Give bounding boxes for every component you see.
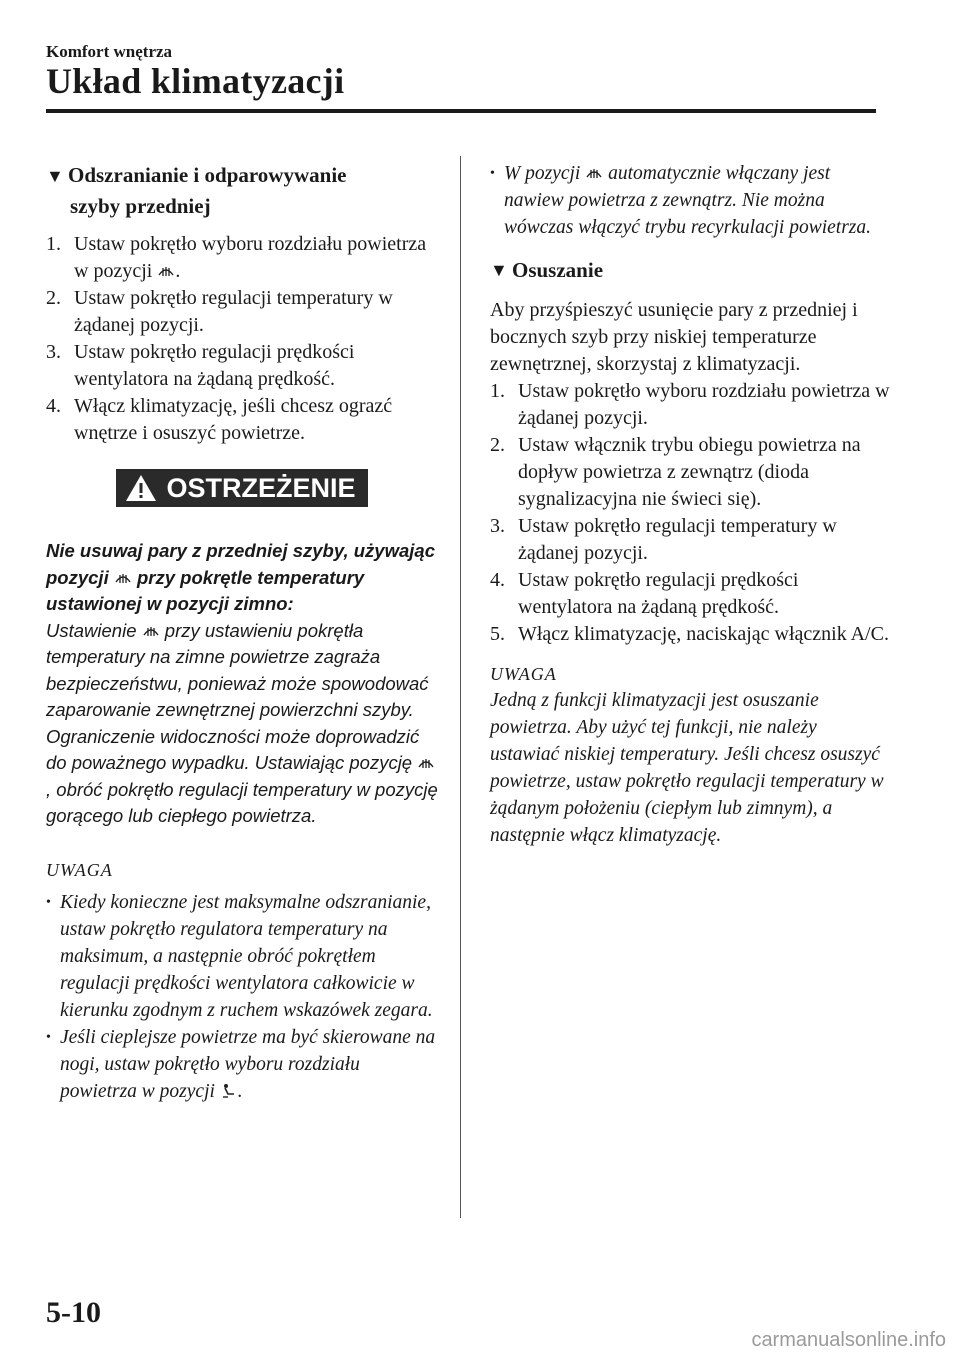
list-item: 2. Ustaw włącznik trybu obiegu powietrza na dopływ powietrza z zewnątrz (dioda sygnalizacyjna nie świeci się). [490, 434, 861, 510]
list-item: 4. Ustaw pokrętło regulacji prędkości wentylatora na żądaną prędkość. [490, 569, 799, 618]
dehumidify-heading: ▼ Osuszanie [490, 255, 890, 285]
defrost-steps [46, 231, 438, 447]
note-label: UWAGA [46, 859, 113, 880]
section-marker-icon: ▼ [490, 260, 508, 280]
note-text: Jedną z funkcji klimatyzacji jest osuszanie powietrza. Aby użyć tej funkcji, nie należy ustawiać niskiej temperatury. Jeśli chcesz osuszyć powietrze, ustaw pokrętło regulacji temperatury w żądanym położeniu (ciepłym lub zimnym), a następnie włącz klimatyzację. [490, 690, 884, 846]
list-item: 1. Ustaw pokrętło wyboru rozdziału powietrza w pozycji . [46, 233, 427, 282]
defrost-heading: ▼ Odszranianie i odparowywanie szyby przedniej [46, 163, 347, 218]
warning-triangle-icon [124, 473, 158, 503]
section-marker-icon: ▼ [46, 166, 64, 186]
dehumidify-steps [490, 378, 890, 648]
warning-body: Ustawienie przy ustawieniu pokrętła temperatury na zimne powietrze zagraża bezpieczeństwu, ponieważ może spowodować zaparowanie zewnętrznej powierzchni szyby. Ograniczenie widoczności może doprowadzić do poważnego wypadku. Ustawiając pozycję , obróć pokrętło regulacji temperatury w pozycję gorącego lub ciepłego powietrza. [46, 619, 438, 826]
windshield-defrost-icon [142, 623, 160, 639]
windshield-defrost-icon [114, 570, 132, 586]
list-item: 5. Włącz klimatyzację, naciskając włącznik A/C. [490, 623, 889, 645]
watermark: carmanualsonline.info [751, 1329, 946, 1351]
column-divider [460, 156, 461, 1218]
section-kicker: Komfort wnętrza [46, 42, 173, 61]
list-item: 3. Ustaw pokrętło regulacji temperatury w żądanej pozycji. [490, 515, 837, 564]
windshield-defrost-icon [157, 263, 175, 279]
right-column [490, 160, 890, 849]
warning-heading: Nie usuwaj pary z przedniej szyby, używając pozycji przy pokrętle temperatury ustawionej w pozycji zimno: [46, 540, 435, 614]
note-item: • Jeśli cieplejsze powietrze ma być skierowane na nogi, ustaw pokrętło wyboru rozdziału powietrza w pozycji . [46, 1026, 436, 1102]
note-label: UWAGA [490, 664, 557, 684]
windshield-defrost-icon [585, 165, 603, 181]
note-item: • W pozycji automatycznie włączany jest nawiew powietrza z zewnątrz. Nie można wówczas włączyć trybu recyrkulacji powietrza. [490, 163, 872, 238]
list-item: 2. Ustaw pokrętło regulacji temperatury w żądanej pozycji. [46, 287, 393, 336]
list-item: 4. Włącz klimatyzację, jeśli chcesz ograzć wnętrze i osuszyć powietrze. [46, 395, 393, 444]
chapter-title: Układ klimatyzacji [46, 61, 345, 101]
floor-defrost-icon [220, 1083, 238, 1099]
windshield-defrost-icon [417, 755, 435, 771]
header-rule [46, 109, 876, 113]
list-item: 3. Ustaw pokrętło regulacji prędkości wentylatora na żądaną prędkość. [46, 341, 355, 390]
dehumidify-intro: Aby przyśpieszyć usunięcie pary z przedniej i bocznych szyb przy niskiej temperaturze zewnętrznej, skorzystaj z klimatyzacji. [490, 299, 858, 375]
note-item: • Kiedy konieczne jest maksymalne odszranianie, ustaw pokrętło regulatora temperatury na maksimum, a następnie obróć pokrętłem regulacji prędkości wentylatora całkowicie w kierunku zgodnym z ruchem wskazówek zegara. [46, 891, 433, 1021]
page-number: 5-10 [46, 1296, 101, 1329]
left-column [46, 160, 438, 1105]
warning-banner: OSTRZEŻENIE [116, 469, 367, 507]
list-item: 1. Ustaw pokrętło wyboru rozdziału powietrza w żądanej pozycji. [490, 380, 890, 429]
